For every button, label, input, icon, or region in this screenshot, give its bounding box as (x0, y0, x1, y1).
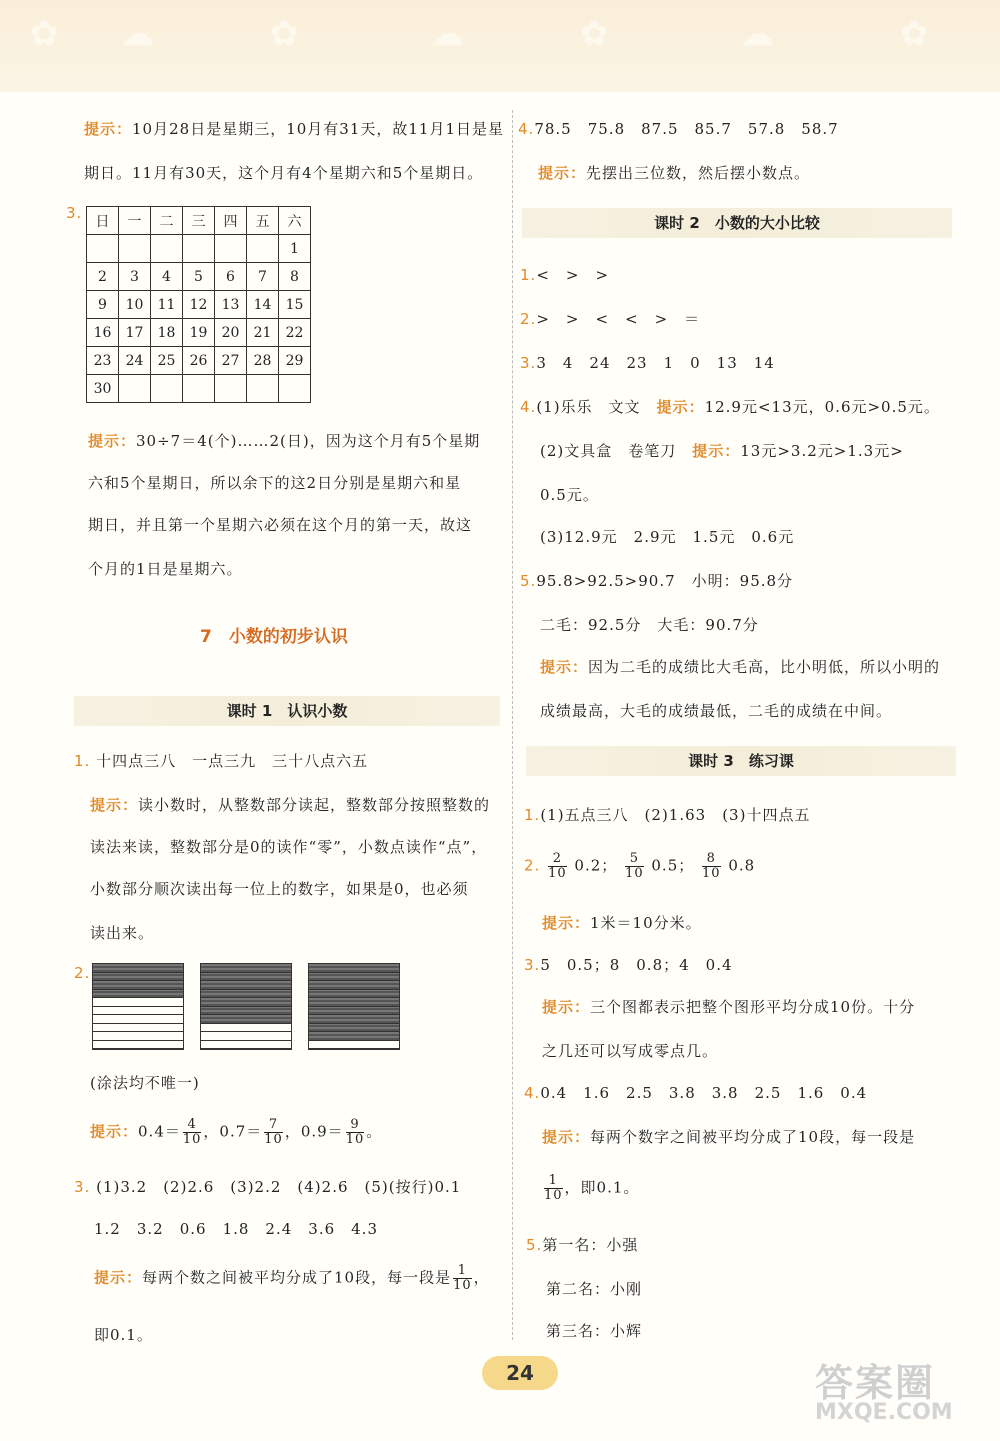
shaded-figure-0.4 (92, 963, 184, 1050)
calendar-cell: 13 (215, 291, 247, 319)
calendar-cell: 25 (151, 347, 183, 375)
calendar-table (86, 206, 311, 403)
fraction: $\frac{1}{10}$ (544, 1173, 563, 1203)
cloud-icon: ✿ (900, 14, 929, 54)
cloud-icon: ☁ (430, 14, 464, 54)
hint-line: 提示：每两个数字之间被平均分成了10段，每一段是 (542, 1128, 916, 1146)
calendar-header-cell: 二 (151, 207, 183, 235)
text-line: 小数部分顺次读出每一位上的数字，如果是0，也必须 (90, 880, 469, 898)
cloud-icon: ☁ (120, 14, 154, 54)
calendar-cell (279, 375, 311, 403)
cloud-icon: ✿ (30, 14, 59, 54)
calendar-cell: 21 (247, 319, 279, 347)
calendar-cell: 11 (151, 291, 183, 319)
calendar-row (87, 375, 311, 403)
calendar-cell: 4 (151, 263, 183, 291)
calendar-header-cell: 一 (119, 207, 151, 235)
question-number: 3. (66, 204, 83, 222)
column-divider (512, 110, 513, 1340)
question-number: 2. (74, 964, 91, 982)
fraction: $\frac{4}{10}$ (182, 1117, 202, 1147)
text-line: 成绩最高，大毛的成绩最低，二毛的成绩在中间。 (540, 702, 893, 720)
question-line: 3.3 4 24 23 1 0 13 14 (520, 354, 775, 372)
calendar-cell: 5 (183, 263, 215, 291)
calendar-header-cell: 日 (87, 207, 119, 235)
text-line: 六和5个星期日，所以余下的这2日分别是星期六和星 (88, 474, 462, 492)
question-line: 3. (1)3.2 (2)2.6 (3)2.2 (4)2.6 (5)(按行)0.1 (74, 1178, 462, 1196)
text-line: 第二名：小刚 (546, 1280, 643, 1298)
calendar-cell: 6 (215, 263, 247, 291)
hint-line: 提示：先摆出三位数，然后摆小数点。 (538, 164, 811, 182)
question-line: 3.5 0.5；8 0.8；4 0.4 (524, 956, 733, 974)
calendar-cell: 24 (119, 347, 151, 375)
calendar-cell (119, 235, 151, 263)
text-line: 1.2 3.2 0.6 1.8 2.4 3.6 4.3 (94, 1220, 378, 1238)
text-line: 个月的1日是星期六。 (88, 560, 243, 578)
hint-line: 提示：读小数时，从整数部分读起，整数部分按照整数的 (90, 796, 491, 814)
text-line: 0.5元。 (540, 486, 599, 504)
question-line: 4.(1)乐乐 文文 提示：12.9元<13元，0.6元>0.5元。 (520, 398, 940, 416)
calendar-row (87, 263, 311, 291)
fraction: $\frac{9}{10}$ (345, 1117, 365, 1147)
watermark-logo: 答案圈 (815, 1361, 936, 1405)
calendar-cell (183, 375, 215, 403)
fraction: $\frac{1}{10}$ (453, 1263, 472, 1293)
calendar-cell: 10 (119, 291, 151, 319)
calendar-row (87, 319, 311, 347)
calendar-cell: 7 (247, 263, 279, 291)
calendar-cell (151, 375, 183, 403)
calendar-cell: 29 (279, 347, 311, 375)
question-line: 1. 十四点三八 一点三九 三十八点六五 (74, 752, 369, 770)
calendar-header-cell: 六 (279, 207, 311, 235)
lesson-title: 课时 1 认识小数 (74, 696, 500, 726)
calendar-cell (151, 235, 183, 263)
hint-line: 提示：30÷7＝4(个)……2(日)，因为这个月有5个星期 (88, 432, 481, 450)
cloud-icon: ✿ (580, 14, 609, 54)
question-line: 1.(1)五点三八 (2)1.63 (3)十四点五 (524, 806, 811, 824)
cloud-icon: ☁ (740, 14, 774, 54)
calendar-cell: 26 (183, 347, 215, 375)
top-banner (0, 0, 1000, 92)
hint-line: 提示：10月28日是星期三，10月有31天，故11月1日是星 (84, 120, 504, 138)
calendar-cell (119, 375, 151, 403)
calendar-cell: 20 (215, 319, 247, 347)
question-line: 1.< > > (520, 266, 610, 284)
calendar-row (87, 347, 311, 375)
text-line: (2)文具盒 卷笔刀 提示：13元>3.2元>1.3元> (540, 442, 904, 460)
question-line: 2. $\frac{2}{10}$ 0.2； $\frac{5}{10}$ 0.5； $\frac{8}{10}$ 0.8 (524, 851, 756, 881)
shaded-figure-0.7 (200, 963, 292, 1050)
hint-line: 提示：三个图都表示把整个图形平均分成10份。十分 (542, 998, 916, 1016)
text-line: 期日，并且第一个星期六必须在这个月的第一天，故这 (88, 516, 473, 534)
text-line: $\frac{1}{10}$ ，即0.1。 (544, 1173, 640, 1203)
fraction: $\frac{2}{10}$ (548, 851, 567, 881)
calendar-header-cell: 四 (215, 207, 247, 235)
hint-line: 提示：1米＝10分米。 (542, 914, 702, 932)
calendar-cell: 15 (279, 291, 311, 319)
question-line: 4.78.5 75.8 87.5 85.7 57.8 58.7 (518, 120, 839, 138)
calendar-cell: 23 (87, 347, 119, 375)
text-line: 读法来读，整数部分是0的读作“零”，小数点读作“点”， (90, 838, 488, 856)
question-line: 2.> > < < > ＝ (520, 310, 701, 328)
lesson-title: 课时 2 小数的大小比较 (522, 208, 952, 238)
page-number: 24 (482, 1356, 558, 1390)
hint-line: 提示：0.4＝ $\frac{4}{10}$ ，0.7＝ $\frac{7}{10}$ ，0.9＝ $\frac{9}{10}$ 。 (90, 1117, 383, 1147)
calendar-cell (247, 375, 279, 403)
calendar-cell: 9 (87, 291, 119, 319)
hint-line: 提示：因为二毛的成绩比大毛高，比小明低，所以小明的 (540, 658, 941, 676)
calendar-cell: 14 (247, 291, 279, 319)
calendar-cell (215, 235, 247, 263)
text-line: 二毛：92.5分 大毛：90.7分 (540, 616, 759, 634)
watermark-url: MXQE.COM (815, 1400, 953, 1425)
text-line: 第三名：小辉 (546, 1322, 643, 1340)
calendar-cell: 2 (87, 263, 119, 291)
calendar-header-row (87, 207, 311, 235)
calendar-cell (215, 375, 247, 403)
calendar-cell: 12 (183, 291, 215, 319)
fraction: $\frac{5}{10}$ (625, 851, 644, 881)
calendar-cell (183, 235, 215, 263)
calendar-cell: 22 (279, 319, 311, 347)
text-line: 期日。11月有30天，这个月有4个星期六和5个星期日。 (84, 164, 484, 182)
question-line: 4.0.4 1.6 2.5 3.8 3.8 2.5 1.6 0.4 (524, 1084, 868, 1102)
hint-line: 提示：每两个数之间被平均分成了10段，每一段是 $\frac{1}{10}$ ， (94, 1263, 490, 1293)
text-line: 读出来。 (90, 924, 155, 942)
calendar-cell: 17 (119, 319, 151, 347)
fraction: $\frac{8}{10}$ (702, 851, 721, 881)
calendar-cell: 28 (247, 347, 279, 375)
calendar-cell: 19 (183, 319, 215, 347)
calendar-cell (247, 235, 279, 263)
fraction: $\frac{7}{10}$ (264, 1117, 283, 1147)
text-line: (涂法均不唯一) (90, 1074, 200, 1092)
calendar-cell: 16 (87, 319, 119, 347)
lesson-title: 课时 3 练习课 (526, 746, 956, 776)
calendar-cell: 8 (279, 263, 311, 291)
cloud-icon: ✿ (270, 14, 299, 54)
calendar-header-cell: 三 (183, 207, 215, 235)
calendar-cell: 18 (151, 319, 183, 347)
calendar-cell (87, 235, 119, 263)
text-line: 即0.1。 (94, 1326, 153, 1344)
calendar-cell: 27 (215, 347, 247, 375)
calendar-cell: 30 (87, 375, 119, 403)
shaded-figure-0.9 (308, 963, 400, 1050)
question-line: 5.95.8>92.5>90.7 小明：95.8分 (520, 572, 794, 590)
question-line: 5.第一名：小强 (526, 1236, 639, 1254)
text-line: (3)12.9元 2.9元 1.5元 0.6元 (540, 528, 795, 546)
calendar-cell: 1 (279, 235, 311, 263)
text-line: 之几还可以写成零点几。 (542, 1042, 719, 1060)
calendar-row (87, 235, 311, 263)
calendar-cell: 3 (119, 263, 151, 291)
calendar-header-cell: 五 (247, 207, 279, 235)
calendar-row (87, 291, 311, 319)
chapter-title: 7 小数的初步认识 (200, 627, 348, 647)
